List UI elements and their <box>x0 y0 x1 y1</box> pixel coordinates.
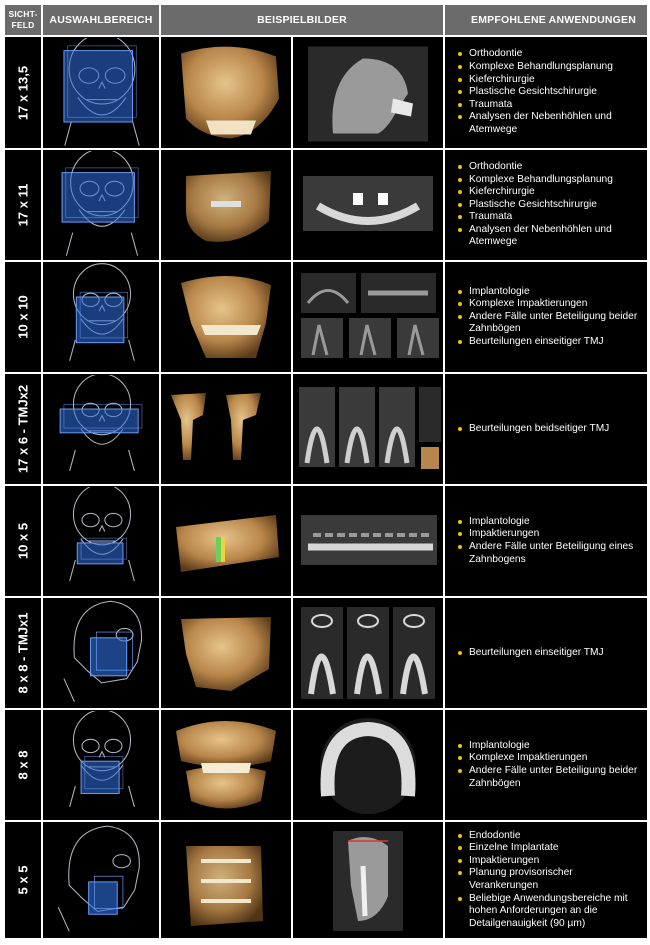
recommended-applications-cell <box>444 821 648 939</box>
application-list <box>445 161 647 249</box>
3d-dentition-render-icon <box>161 711 291 819</box>
skull-frontal-cube-icon <box>43 711 160 819</box>
fov-size-label: 10 x 5 <box>15 522 31 560</box>
application-item: Impaktierungen <box>469 855 641 868</box>
selection-area-cell <box>42 485 160 597</box>
fov-size-label: 8 x 8 - TMJx1 <box>15 612 31 694</box>
example-image-slice-cell <box>292 36 444 149</box>
selection-area-cell <box>42 261 160 373</box>
header-fov-label: SICHT-FELD <box>8 9 38 30</box>
example-image-3d-cell <box>160 149 292 261</box>
selection-area-cell <box>42 821 160 939</box>
recommended-applications-cell <box>444 36 648 149</box>
application-item: Kieferchirurgie <box>469 186 641 199</box>
example-image-slice-cell <box>292 149 444 261</box>
application-item: Planung provisorischer Verankerungen <box>469 867 641 892</box>
application-item: Andere Fälle unter Beteiligung beider Zahnbögen <box>469 311 641 336</box>
fov-label-cell <box>4 709 42 821</box>
endo-tooth-slice-icon <box>293 823 443 937</box>
application-list <box>445 48 647 136</box>
example-image-3d-cell <box>160 261 292 373</box>
fov-size-label: 10 x 10 <box>15 295 31 339</box>
3d-arch-segment-render-icon <box>161 487 291 595</box>
fov-label-cell <box>4 485 42 597</box>
application-item: Komplexe Behandlungsplanung <box>469 174 641 187</box>
application-item: Orthodontie <box>469 48 641 61</box>
example-image-3d-cell <box>160 709 292 821</box>
application-list <box>445 740 647 790</box>
3d-condyles-render-icon <box>161 375 291 483</box>
example-image-slice-cell <box>292 709 444 821</box>
application-item: Impaktierungen <box>469 528 641 541</box>
application-item: Beurteilungen einseitiger TMJ <box>469 336 641 349</box>
fov-row <box>4 485 648 597</box>
application-item: Komplexe Behandlungsplanung <box>469 61 641 74</box>
application-item: Andere Fälle unter Beteiligung eines Zahnbogens <box>469 541 641 566</box>
multi-view-slices-icon <box>293 263 443 371</box>
header-apps: EMPFOHLENE ANWENDUNGEN <box>444 4 648 36</box>
application-item: Komplexe Impaktierungen <box>469 298 641 311</box>
fov-row <box>4 373 648 485</box>
fov-row <box>4 821 648 939</box>
fov-row <box>4 261 648 373</box>
3d-tmj-render-icon <box>161 599 291 707</box>
application-list <box>445 423 647 436</box>
application-list <box>445 286 647 349</box>
fov-table <box>3 3 649 940</box>
application-list <box>445 516 647 566</box>
fov-size-label: 8 x 8 <box>15 750 31 780</box>
application-item: Kieferchirurgie <box>469 74 641 87</box>
application-item: Implantologie <box>469 286 641 299</box>
recommended-applications-cell <box>444 485 648 597</box>
fov-label-cell <box>4 36 42 149</box>
example-image-3d-cell <box>160 821 292 939</box>
application-item: Implantologie <box>469 516 641 529</box>
panoramic-section-icon <box>293 487 443 595</box>
example-image-3d-cell <box>160 597 292 709</box>
recommended-applications-cell <box>444 709 648 821</box>
fov-label-cell <box>4 821 42 939</box>
fov-row <box>4 597 648 709</box>
fov-size-label: 17 x 13,5 <box>15 65 31 120</box>
skull-lateral-cube-icon <box>43 599 160 707</box>
example-image-3d-cell <box>160 485 292 597</box>
application-item: Einzelne Implantate <box>469 842 641 855</box>
example-image-3d-cell <box>160 373 292 485</box>
application-item: Implantologie <box>469 740 641 753</box>
skull-frontal-wide-fov-icon <box>43 151 160 259</box>
application-item: Traumata <box>469 99 641 112</box>
fov-label-cell <box>4 261 42 373</box>
example-image-3d-cell <box>160 36 292 149</box>
skull-oblique-small-cube-icon <box>43 823 160 937</box>
tmj-single-slices-icon <box>293 599 443 707</box>
skull-frontal-tmj-band-icon <box>43 375 160 483</box>
3d-teeth-closeup-render-icon <box>161 823 291 937</box>
3d-jaw-implant-render-icon <box>161 151 291 259</box>
application-item: Beurteilungen einseitiger TMJ <box>469 647 641 660</box>
tmj-slices-icon <box>293 375 443 483</box>
application-item: Beurteilungen beidseitiger TMJ <box>469 423 641 436</box>
application-list <box>445 647 647 660</box>
example-image-slice-cell <box>292 597 444 709</box>
application-item: Analysen der Nebenhöhlen und Atemwege <box>469 111 641 136</box>
recommended-applications-cell <box>444 373 648 485</box>
recommended-applications-cell <box>444 597 648 709</box>
skull-frontal-large-fov-icon <box>43 38 160 147</box>
example-image-slice-cell <box>292 261 444 373</box>
application-item: Traumata <box>469 211 641 224</box>
fov-row <box>4 149 648 261</box>
skull-frontal-medium-fov-icon <box>43 263 160 371</box>
selection-area-cell <box>42 373 160 485</box>
fov-size-label: 17 x 6 - TMJx2 <box>15 384 31 474</box>
application-item: Analysen der Nebenhöhlen und Atemwege <box>469 224 641 249</box>
panoramic-slice-icon <box>293 151 443 259</box>
application-item: Endodontie <box>469 830 641 843</box>
selection-area-cell <box>42 36 160 149</box>
fov-table-body <box>4 36 648 939</box>
application-item: Plastische Gesichtschirurgie <box>469 199 641 212</box>
fov-label-cell <box>4 373 42 485</box>
application-item: Orthodontie <box>469 161 641 174</box>
fov-label-cell <box>4 149 42 261</box>
lateral-ceph-slice-icon <box>293 38 443 147</box>
example-image-slice-cell <box>292 485 444 597</box>
header-area: AUSWAHLBEREICH <box>42 4 160 36</box>
fov-row <box>4 709 648 821</box>
selection-area-cell <box>42 709 160 821</box>
example-image-slice-cell <box>292 373 444 485</box>
selection-area-cell <box>42 597 160 709</box>
recommended-applications-cell <box>444 149 648 261</box>
fov-row <box>4 36 648 149</box>
application-item: Komplexe Impaktierungen <box>469 752 641 765</box>
application-item: Beliebige Anwendungsbereiche mit hohen Anforderungen an die Detailgenauigkeit (90 µm) <box>469 893 641 931</box>
header-fov <box>4 4 42 36</box>
skull-frontal-small-band-icon <box>43 487 160 595</box>
3d-skull-render-icon <box>161 38 291 147</box>
header-examples: BEISPIELBILDER <box>160 4 444 36</box>
fov-size-label: 5 x 5 <box>15 865 31 895</box>
recommended-applications-cell <box>444 261 648 373</box>
example-image-slice-cell <box>292 821 444 939</box>
application-list <box>445 830 647 931</box>
header-row <box>4 4 648 36</box>
fov-size-label: 17 x 11 <box>15 183 31 227</box>
application-item: Plastische Gesichtschirurgie <box>469 86 641 99</box>
axial-arch-slice-icon <box>293 711 443 819</box>
fov-label-cell <box>4 597 42 709</box>
3d-jaw-render-icon <box>161 263 291 371</box>
application-item: Andere Fälle unter Beteiligung beider Zahnbögen <box>469 765 641 790</box>
selection-area-cell <box>42 149 160 261</box>
